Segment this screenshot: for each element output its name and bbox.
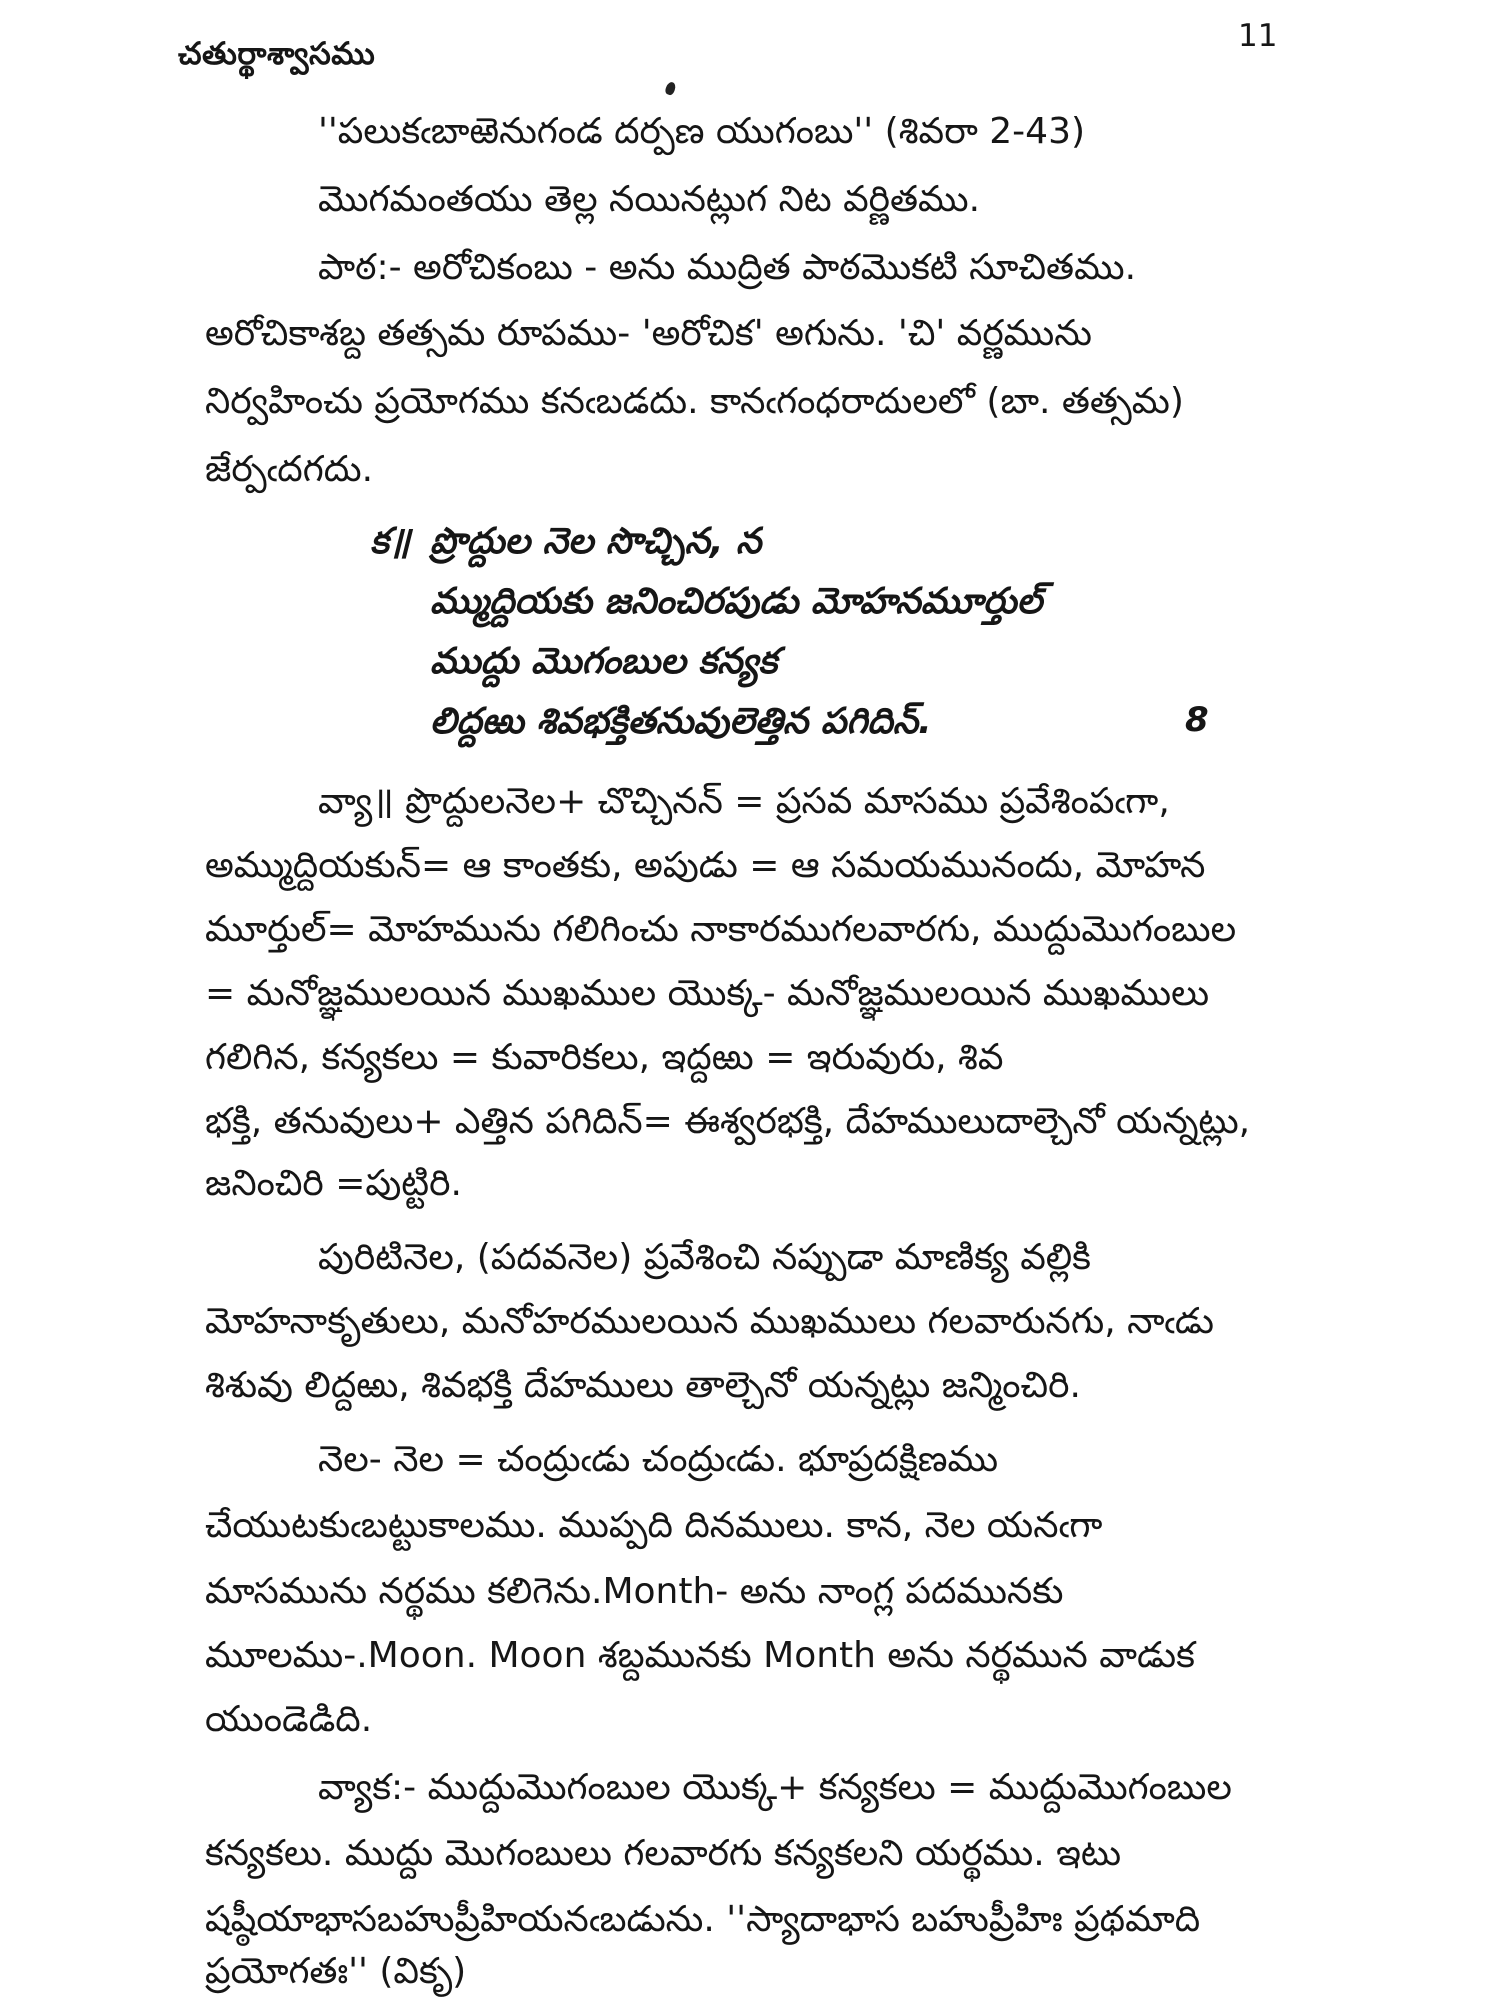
verse-line: మ్ముద్దియకు జనించిరపుడు మోహనమూర్తుల్ xyxy=(430,581,1043,622)
commentary-line: అమ్ముద్దియకున్= ఆ కాంతకు, అపుడు = ఆ సమయమునందు, మోహన xyxy=(205,845,1206,886)
verse-label: క॥ xyxy=(370,521,411,562)
verse-line: లిద్దఱు శివభక్తితనువులెత్తిన పగిదిన్. xyxy=(430,701,932,742)
page-number: 11 xyxy=(1238,18,1278,54)
paragraph-line: ప్రయోగతః'' (వికృ) xyxy=(205,1951,467,1992)
ink-mark xyxy=(664,81,677,96)
paragraph-line: కన్యకలు. ముద్దు మొగంబులు గలవారగు కన్యకలని యర్థము. ఇటు xyxy=(205,1833,1122,1874)
commentary-line: వ్యా॥ ప్రొద్దులనెల+ చొచ్చినన్ = ప్రసవ మాసము ప్రవేశింపఁగా, xyxy=(318,781,1170,822)
running-header: చతుర్థాశ్వాసము xyxy=(178,36,376,72)
paragraph-line: షష్ఠీయాభాసబహుప్రీహియనఁబడును. ''స్యాదాభాస బహుప్రీహిః ప్రథమాది xyxy=(205,1899,1201,1940)
text-line: జేర్పఁదగదు. xyxy=(205,449,374,490)
paragraph-line: యుండెడిది. xyxy=(205,1699,373,1740)
verse-number: 8 xyxy=(1185,700,1209,740)
paragraph-line: వ్యాక:- ముద్దుమొగంబుల యొక్క+ కన్యకలు = ముద్దుమొగంబుల xyxy=(318,1767,1232,1808)
text-line: అరోచికాశబ్ద తత్సమ రూపము- 'అరోచిక' అగును. 'చి' వర్ణమును xyxy=(205,313,1092,354)
paragraph-line: పురిటినెల, (పదవనెల) ప్రవేశించి నప్పుడా మాణిక్య వల్లికి xyxy=(318,1237,1091,1278)
text-line: పాఠ:- అరోచికంబు - అను ముద్రిత పాఠమొకటి సూచితము. xyxy=(318,247,1137,288)
commentary-line: = మనోజ్ఞములయిన ముఖముల యొక్క- మనోజ్ఞములయిన ముఖములు xyxy=(205,973,1210,1014)
commentary-line: గలిగిన, కన్యకలు = కువారికలు, ఇద్దఱు = ఇరువురు, శివ xyxy=(205,1037,1004,1078)
commentary-line: భక్తి, తనువులు+ ఎత్తిన పగిదిన్= ఈశ్వరభక్తి, దేహములుదాల్చెనో యన్నట్లు, xyxy=(205,1101,1251,1142)
verse-line: ప్రొద్దుల నెల సొచ్చిన, న xyxy=(430,521,762,562)
commentary-line: మూర్తుల్= మోహమును గలిగించు నాకారముగలవారగు, ముద్దుమొగంబుల xyxy=(205,909,1237,950)
quote-line: ''పలుకఁబాఱెనుగండ దర్పణ యుగంబు'' (శివరా 2-43) xyxy=(318,111,1086,152)
verse-line: ముద్దు మొగంబుల కన్యక xyxy=(430,641,778,682)
text-line: మొగమంతయు తెల్ల నయినట్లుగ నిట వర్ణితము. xyxy=(318,179,981,220)
text-line: నిర్వహించు ప్రయోగము కనఁబడదు. కానఁగంధరాదులలో (బా. తత్సమ) xyxy=(205,381,1184,422)
paragraph-line: శిశువు లిద్దఱు, శివభక్తి దేహములు తాల్చెనో యన్నట్లు జన్మించిరి. xyxy=(205,1365,1081,1406)
paragraph-line: చేయుటకుఁబట్టుకాలము. ముప్పది దినములు. కాన, నెల యనఁగా xyxy=(205,1505,1103,1546)
commentary-line: జనించిరి =పుట్టిరి. xyxy=(205,1163,462,1204)
paragraph-line: నెల- నెల = చంద్రుఁడు చంద్రుఁడు. భూప్రదక్షిణము xyxy=(318,1439,999,1480)
paragraph-line: మోహనాకృతులు, మనోహరములయిన ముఖములు గలవారునగు, నాఁడు xyxy=(205,1301,1214,1342)
paragraph-line: మాసమును నర్థము కలిగెను.Month- అను నాంగ్ల పదమునకు xyxy=(205,1571,1064,1612)
paragraph-line: మూలము-.Moon. Moon శబ్దమునకు Month అను నర్థమున వాడుక xyxy=(205,1635,1195,1676)
